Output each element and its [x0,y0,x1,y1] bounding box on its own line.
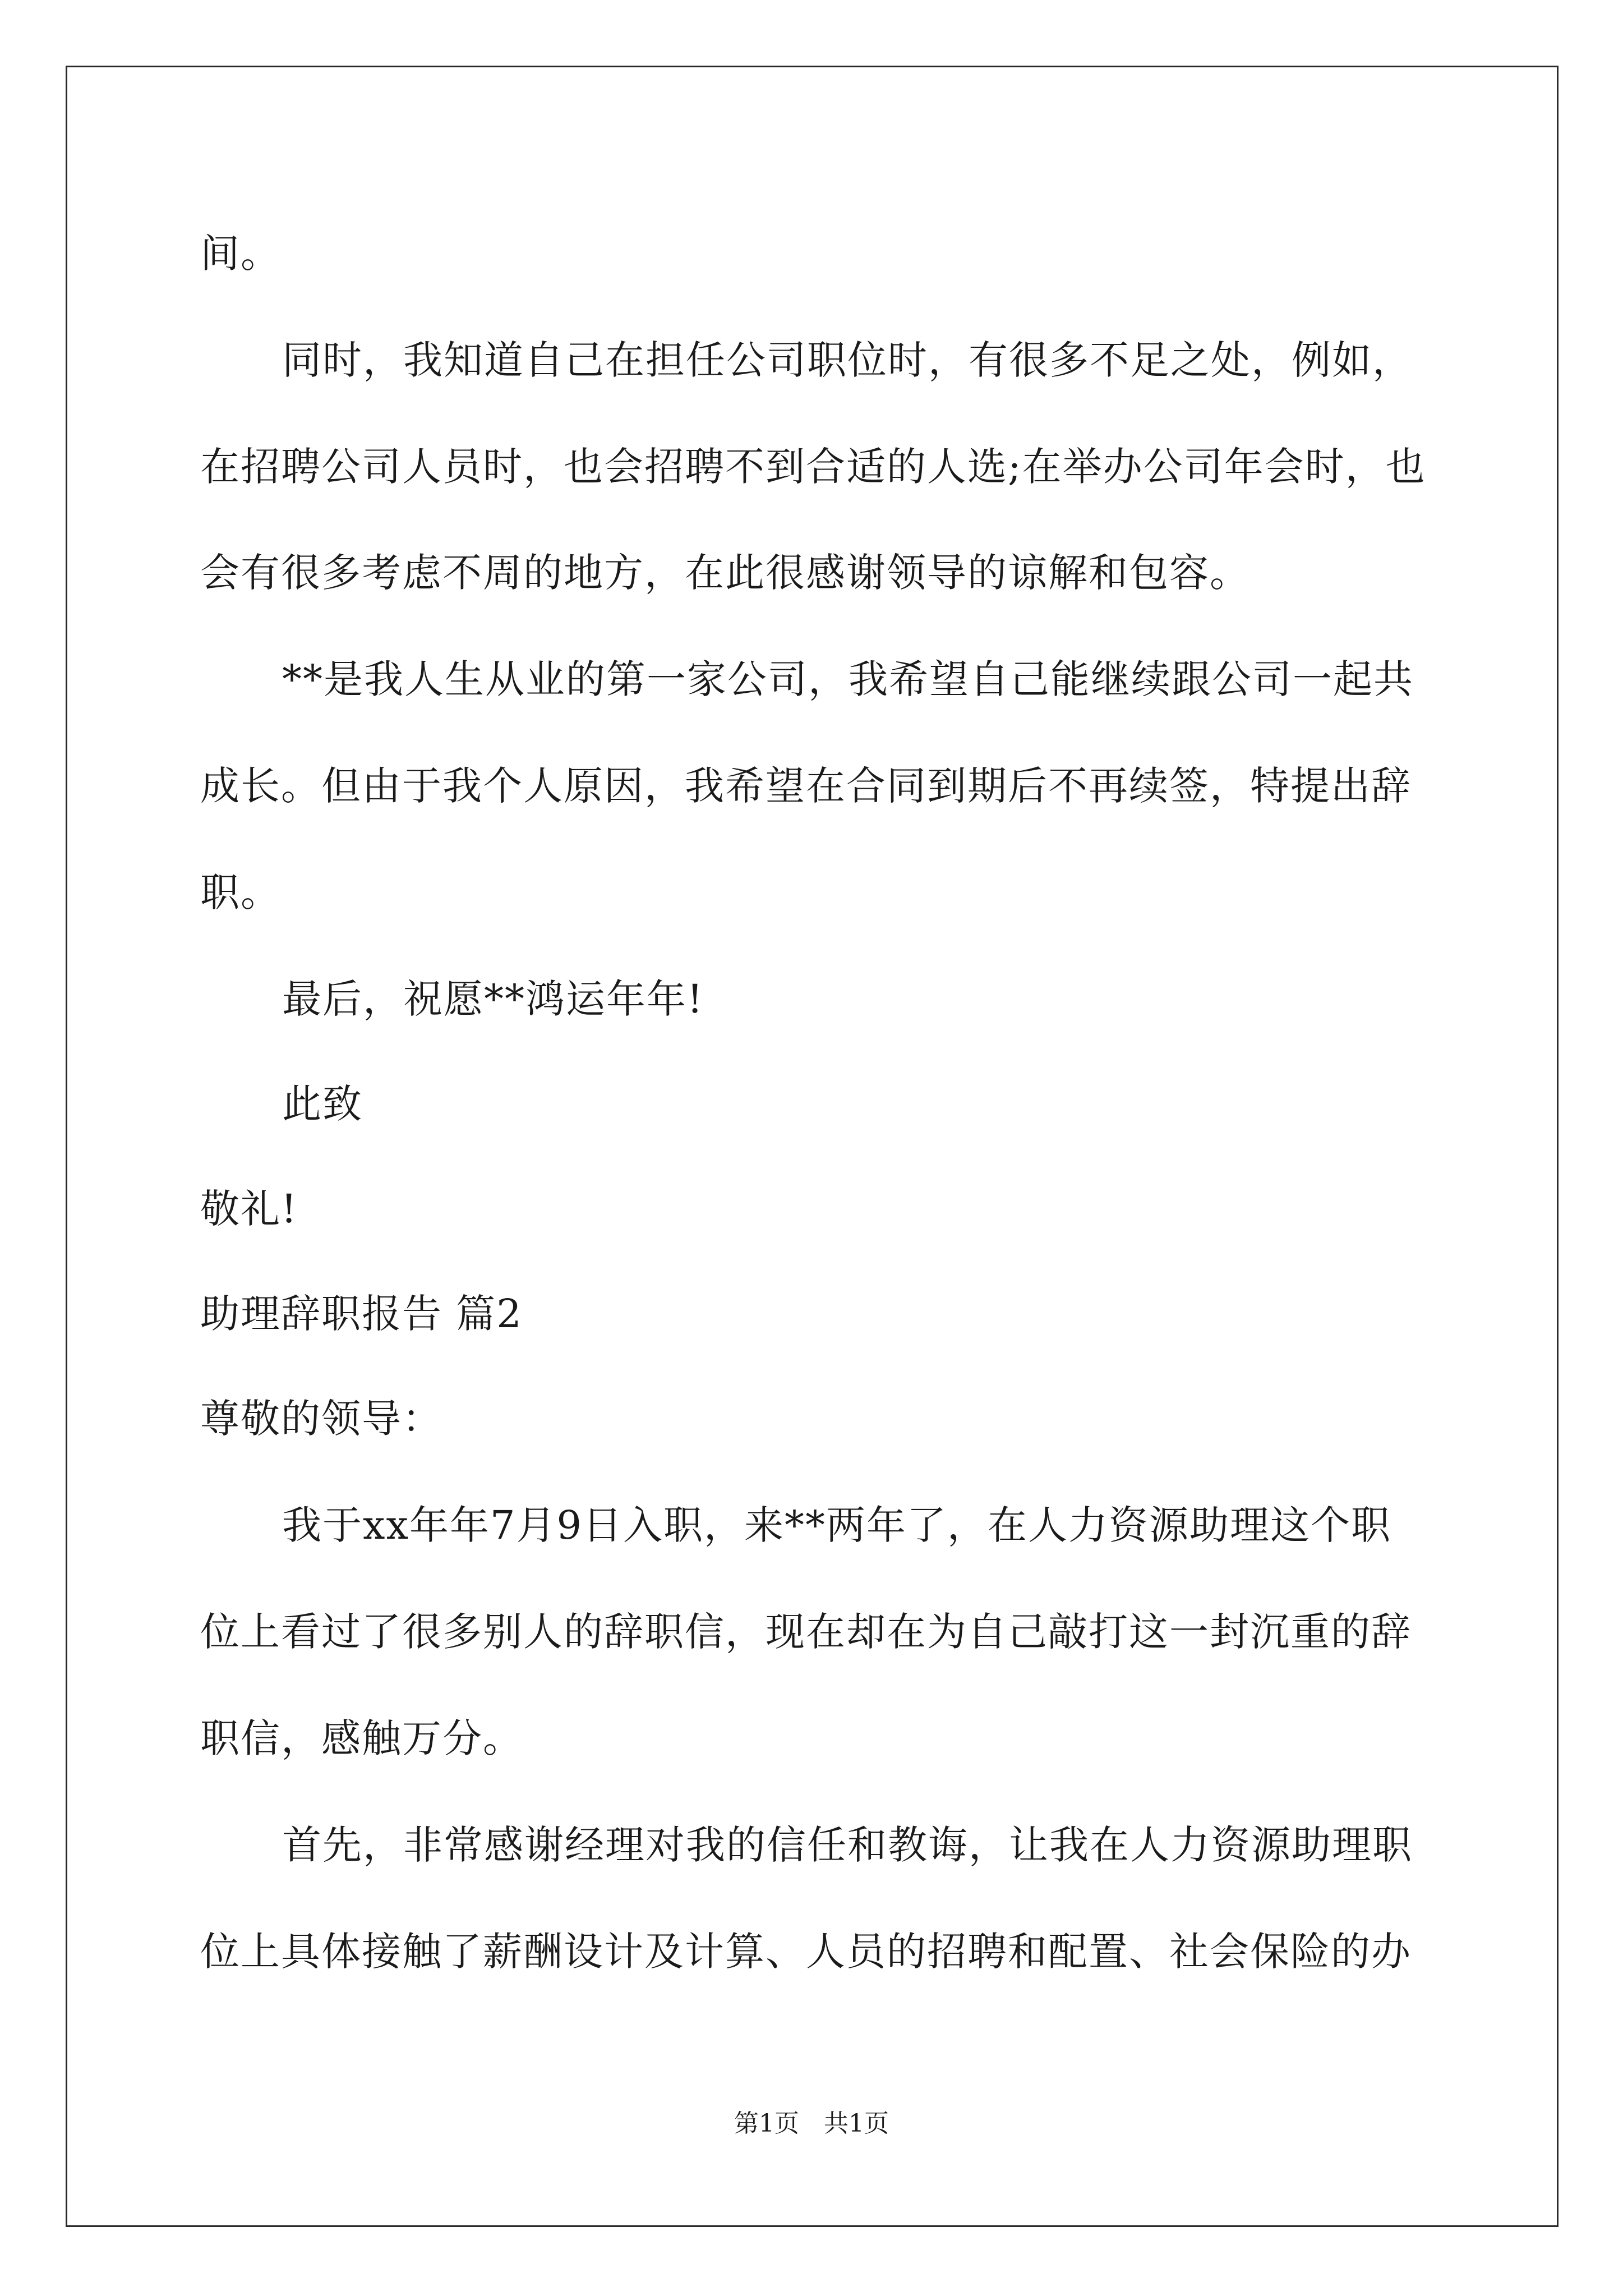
paragraph-line: 最后，祝愿**鸿运年年! [282,976,704,1022]
section-heading: 助理辞职报告 篇2 [200,1291,523,1337]
paragraph-line: 成长。但由于我个人原因，我希望在合同到期后不再续签，特提出辞 [200,763,1412,809]
paragraph-line: 位上具体接触了薪酬设计及计算、人员的招聘和配置、社会保险的办 [200,1929,1412,1975]
closing-line: 敬礼! [200,1186,298,1232]
paragraph-line: **是我人生从业的第一家公司，我希望自己能继续跟公司一起共 [282,656,1414,702]
closing-line: 此致 [282,1081,363,1127]
paragraph-line: 在招聘公司人员时，也会招聘不到合适的人选;在举办公司年会时，也 [200,444,1426,490]
page-border [66,66,1559,2227]
paragraph-line: 我于xx年年7月9日入职，来**两年了，在人力资源助理这个职 [282,1502,1392,1548]
paragraph-line: 会有很多考虑不周的地方，在此很感谢领导的谅解和包容。 [200,550,1250,596]
salutation: 尊敬的领导： [200,1396,442,1442]
paragraph-line: 位上看过了很多别人的辞职信，现在却在为自己敲打这一封沉重的辞 [200,1609,1412,1655]
paragraph-line: 首先，非常感谢经理对我的信任和教诲，让我在人力资源助理职 [282,1822,1413,1868]
page-footer: 第1页 共1页 [734,2109,889,2138]
paragraph-line: 同时，我知道自己在担任公司职位时，有很多不足之处，例如， [282,337,1413,383]
paragraph-line: 间。 [200,231,281,277]
paragraph-line: 职。 [200,869,281,915]
paragraph-line: 职信，感触万分。 [200,1715,523,1761]
